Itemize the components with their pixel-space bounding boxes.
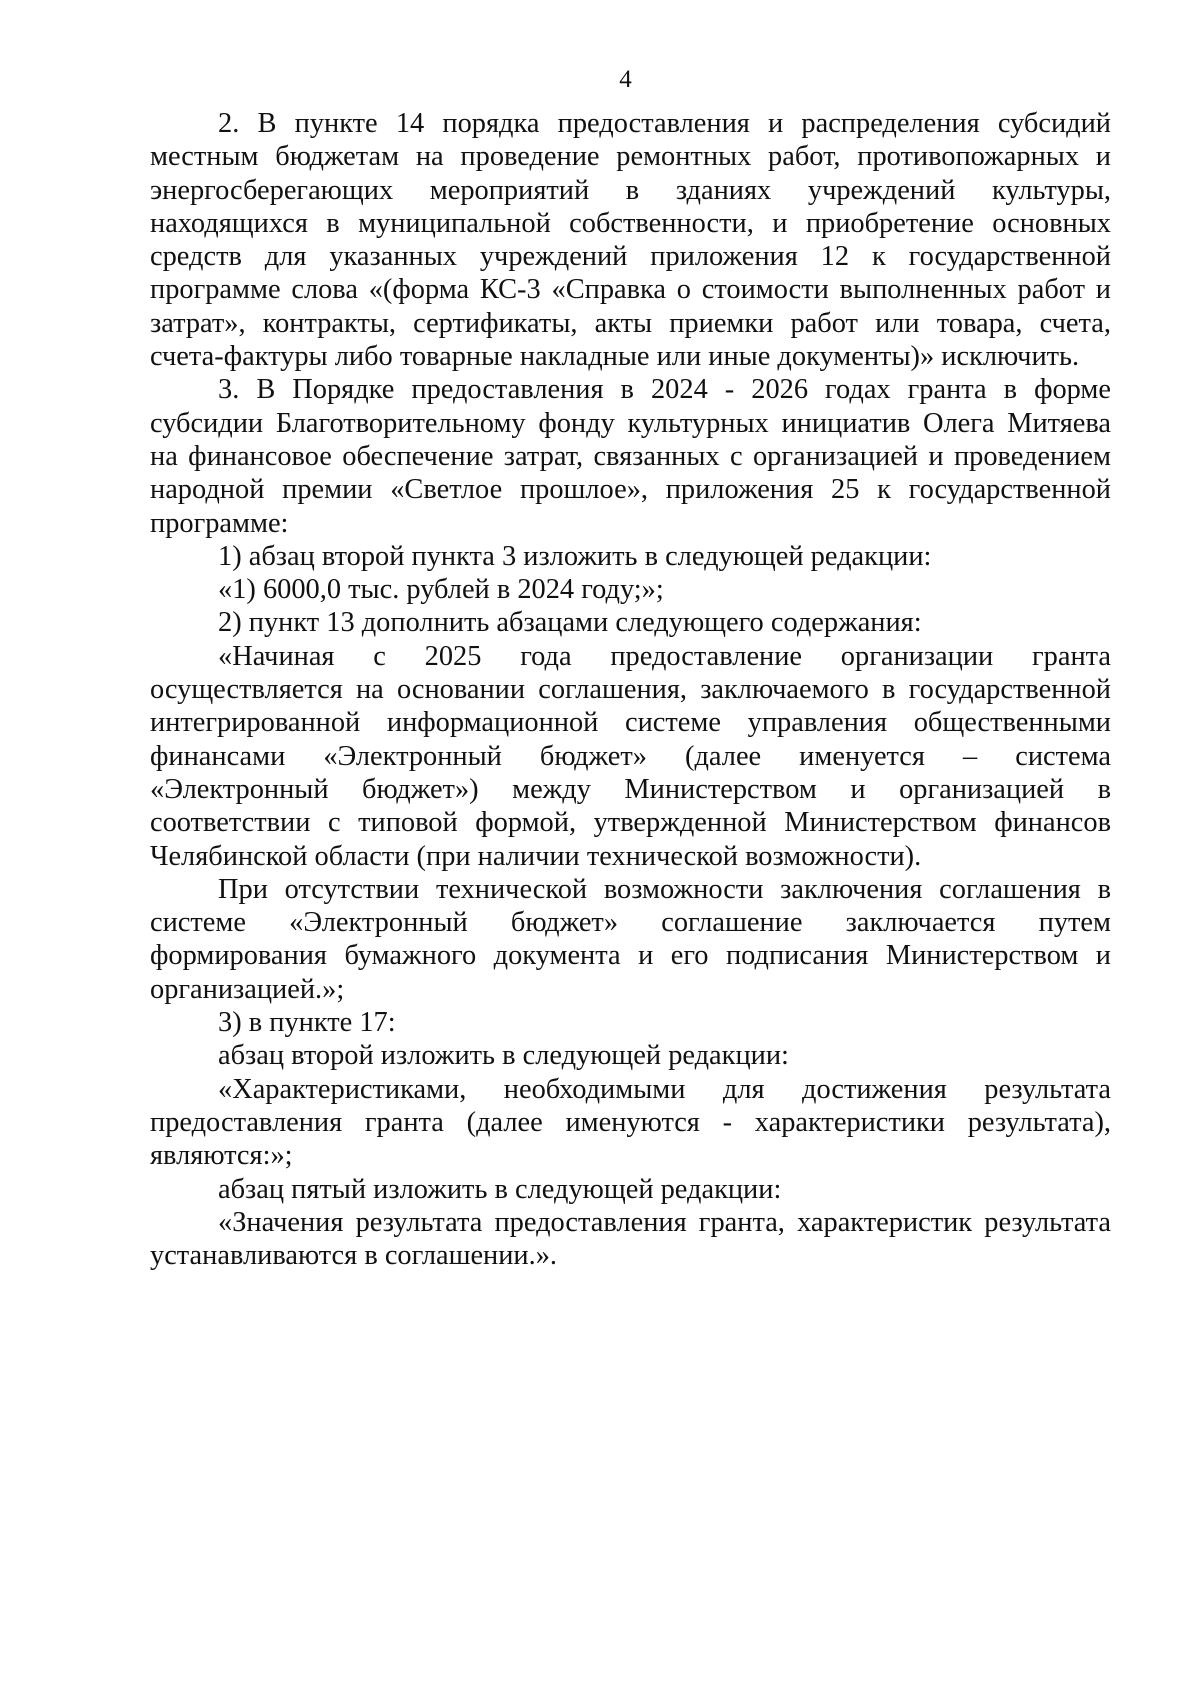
paragraph-item-2: 2. В пункте 14 порядка предоставления и распределения субсидий местным бюджетам на проведение ремонтных работ, противопожарных и энергосберегающих мероприятий в зданиях учреждений культуры, находящихся в муниципальной собственности, и приобретение основных средств для указанных учреждений приложения 12 к государственной программе слова «(форма КС-3 «Справка о стоимости выполненных работ и затрат», контракты, сертификаты, акты приемки работ или товара, счета, счета-фактуры либо товарные накладные или иные документы)» исключить. (150, 108, 1111, 373)
paragraph-quote-values: «Значения результата предоставления гранта, характеристик результата устанавливаются в соглашении.». (150, 1206, 1111, 1272)
paragraph-quote-agreement: «Начиная с 2025 года предоставление организации гранта осуществляется на основании соглашения, заключаемого в государственной интегрированной информационной системе управления общественными финансами «Электронный бюджет» (далее именуется – система «Электронный бюджет») между Министерством и организацией в соответствии с типовой формой, утвержденной Министерством финансов Челябинской области (при наличии технической возможности). (150, 640, 1111, 872)
paragraph-no-technical-possibility: При отсутствии технической возможности заключения соглашения в системе «Электронный бюджет» соглашение заключается путем формирования бумажного документа и его подписания Министерством и организацией.»; (150, 873, 1111, 1005)
paragraph-subitem-1: 1) абзац второй пункта 3 изложить в следующей редакции: (218, 540, 932, 572)
paragraph-item-3: 3. В Порядке предоставления в 2024 - 2026 годах гранта в форме субсидии Благотворительному фонду культурных инициатив Олега Митяева на финансовое обеспечение затрат, связанных с организацией и проведением народной премии «Светлое прошлое», приложения 25 к государственной программе: (150, 374, 1111, 539)
page-number: 4 (619, 66, 632, 93)
document-body (150, 107, 1111, 1272)
paragraph-subitem-3: 3) в пункте 17: (218, 1007, 396, 1039)
paragraph-second-abzac: абзац второй изложить в следующей редакции: (218, 1040, 789, 1072)
paragraph-quote-characteristics: «Характеристиками, необходимыми для достижения результата предоставления гранта (далее именуются - характеристики результата), являются:»; (150, 1073, 1111, 1172)
paragraph-fifth-abzac: абзац пятый изложить в следующей редакции: (218, 1173, 782, 1205)
paragraph-quote-amount: «1) 6000,0 тыс. рублей в 2024 году;»; (218, 574, 664, 606)
paragraph-subitem-2: 2) пункт 13 дополнить абзацами следующего содержания: (218, 607, 922, 639)
